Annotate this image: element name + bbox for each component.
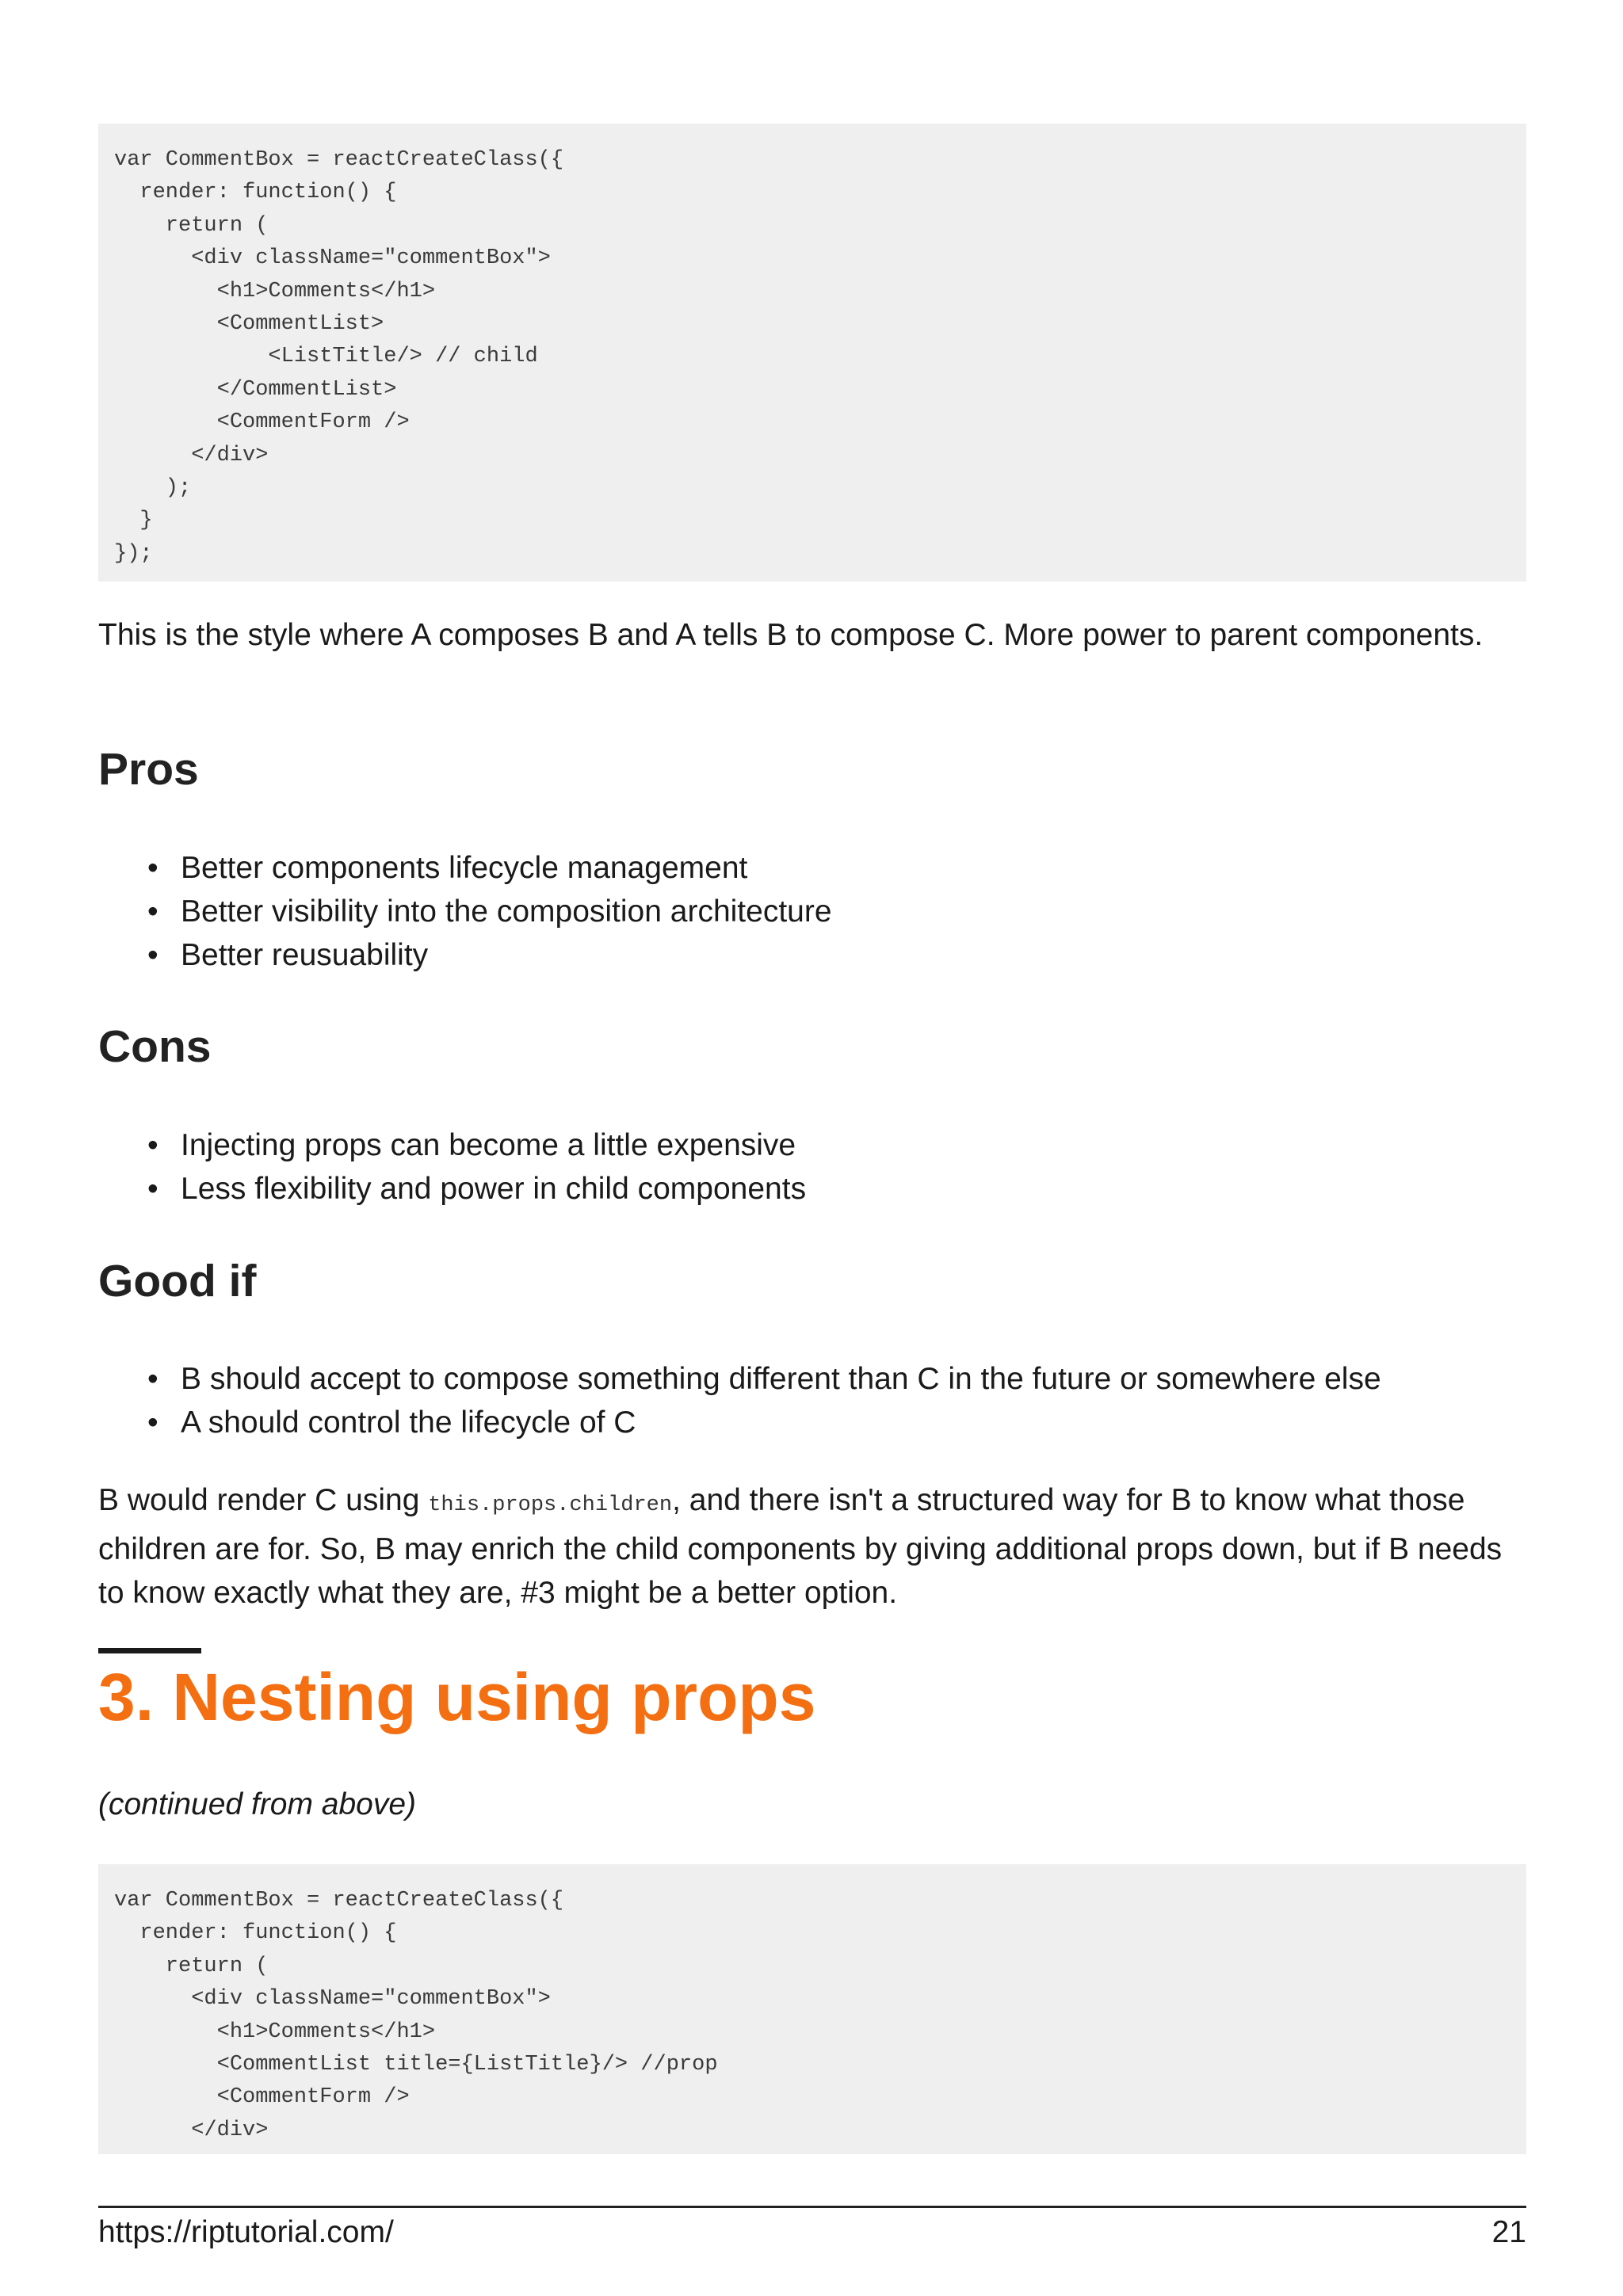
section-title: 3. Nesting using props	[98, 1660, 816, 1734]
bullet-icon: •	[147, 894, 158, 929]
list-item: • Injecting props can become a little expensive	[98, 1123, 806, 1167]
code-line: <CommentForm />	[114, 410, 410, 435]
code-line: </div>	[114, 443, 269, 467]
cons-list	[98, 1123, 806, 1211]
page-number: 21	[1491, 2215, 1526, 2249]
code-line: return (	[114, 213, 269, 238]
footer-url: https://riptutorial.com/	[98, 2215, 394, 2249]
explanation-paragraph: B would render C using this.props.children, and there isn't a structured way for B to know what those children are for. So, B may enrich the child components by giving additional props down, but if B needs to know exactly what they are, #3 might be a better option.	[98, 1483, 1503, 1610]
cons-heading: Cons	[98, 1021, 212, 1072]
list-item: • Better reusuability	[98, 933, 832, 977]
code-line: var CommentBox = reactCreateClass({	[114, 1889, 564, 1913]
code-line: <h1>Comments</h1>	[114, 279, 436, 303]
inline-code: this.props.children	[428, 1493, 673, 1517]
code-line: <CommentList title={ListTitle}/> //prop	[114, 2052, 718, 2077]
list-item: • Better components lifecycle management	[98, 846, 832, 890]
pros-heading: Pros	[98, 744, 199, 795]
good-if-heading: Good if	[98, 1256, 257, 1306]
intro-paragraph: This is the style where A composes B and A tells B to compose C. More power to parent components.	[98, 618, 1484, 652]
footer-divider	[98, 2206, 1526, 2208]
list-item: • A should control the lifecycle of C	[98, 1401, 1381, 1444]
bullet-icon: •	[147, 1405, 158, 1440]
code-line: </div>	[114, 2118, 269, 2142]
code-line: );	[114, 475, 192, 500]
bullet-icon: •	[147, 1362, 158, 1396]
code-line: return (	[114, 1954, 269, 1978]
code-line: <h1>Comments</h1>	[114, 2019, 436, 2044]
bullet-icon: •	[147, 851, 158, 885]
code-line: }	[114, 509, 153, 533]
list-item: • Better visibility into the composition architecture	[98, 890, 832, 933]
list-item: • B should accept to compose something different than C in the future or somewhere else	[98, 1357, 1381, 1401]
bullet-icon: •	[147, 1172, 158, 1206]
good-if-list	[98, 1357, 1381, 1444]
code-line: render: function() {	[114, 181, 397, 205]
pros-list	[98, 846, 832, 977]
code-line: <div className="commentBox">	[114, 246, 551, 271]
code-line: </CommentList>	[114, 377, 397, 402]
code-line: <CommentList>	[114, 311, 384, 336]
code-line: <CommentForm />	[114, 2085, 410, 2110]
code-line: <ListTitle/> // child	[114, 345, 538, 369]
code-line: });	[114, 541, 153, 566]
section-rule	[98, 1648, 201, 1653]
bullet-icon: •	[147, 938, 158, 972]
bullet-icon: •	[147, 1128, 158, 1162]
code-block	[98, 1864, 1526, 2154]
code-line: var CommentBox = reactCreateClass({	[114, 148, 564, 172]
code-line: <div className="commentBox">	[114, 1987, 551, 2012]
continued-note: (continued from above)	[98, 1787, 417, 1821]
code-block	[98, 124, 1526, 582]
list-item: • Less flexibility and power in child components	[98, 1167, 806, 1211]
code-line: render: function() {	[114, 1921, 397, 1946]
